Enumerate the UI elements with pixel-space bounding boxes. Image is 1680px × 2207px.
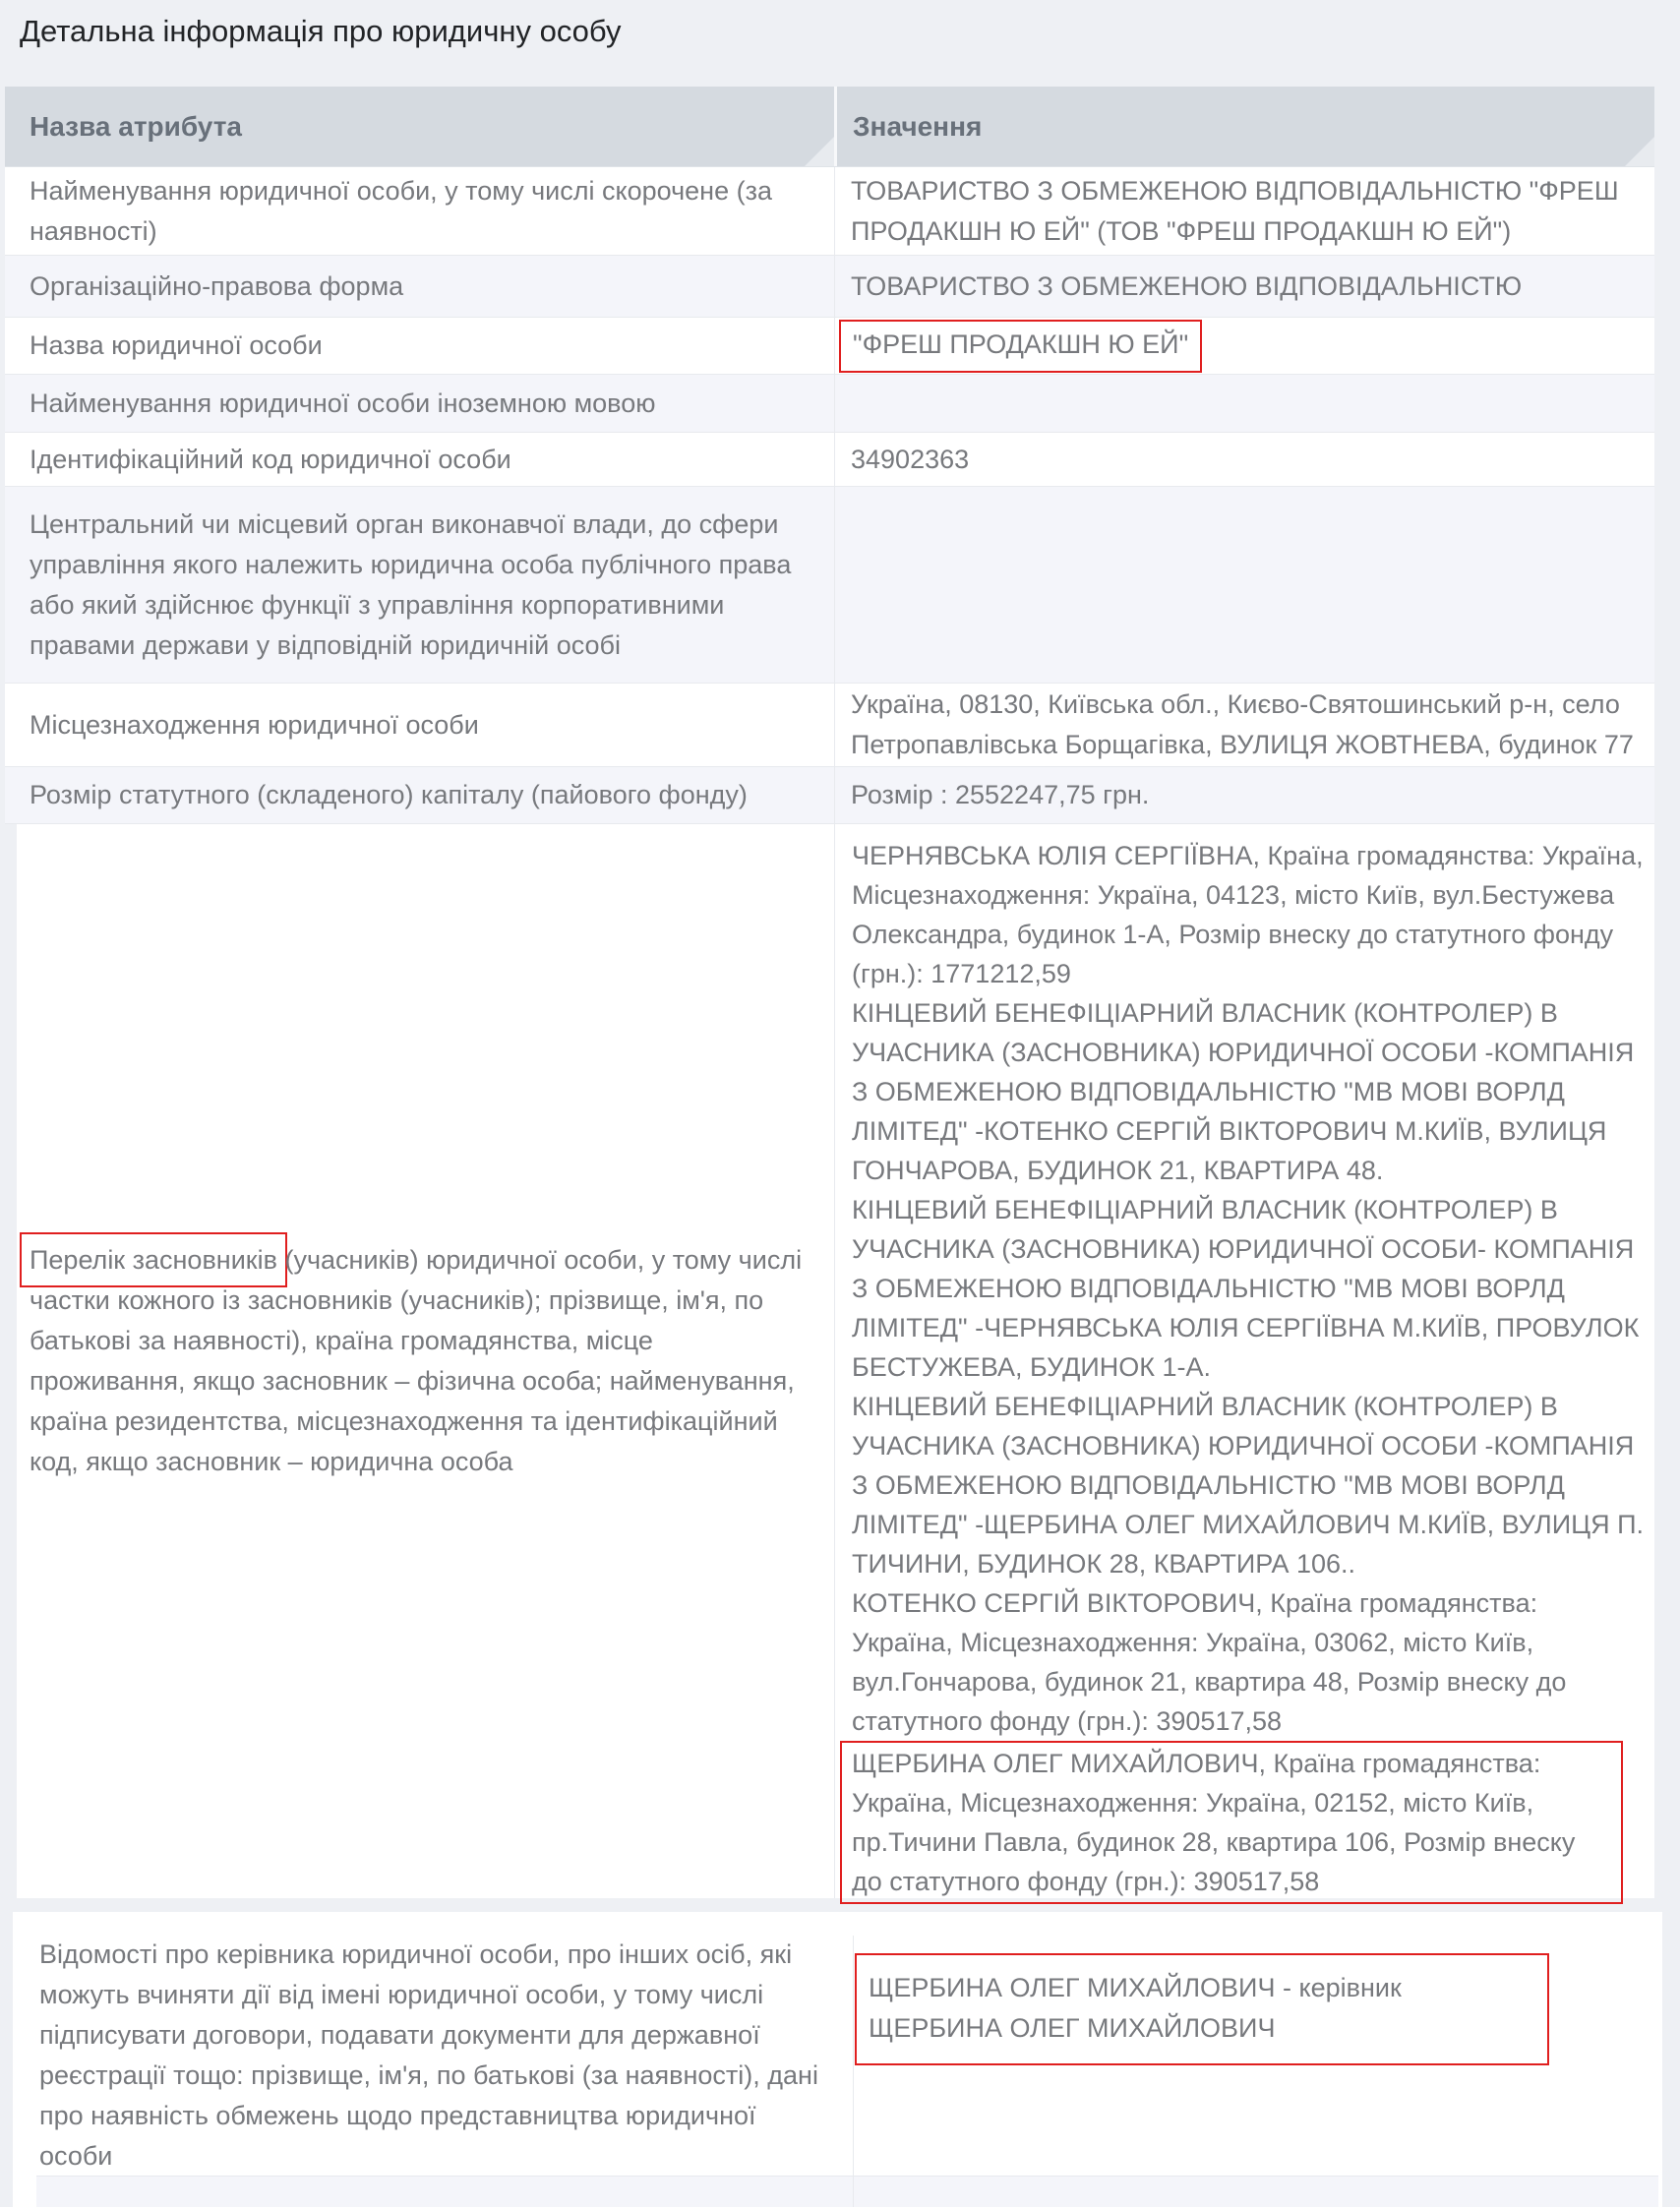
founders-value [834, 824, 1654, 1898]
director-label [36, 1936, 853, 2176]
table-row [5, 767, 1654, 824]
founder-entry: КОТЕНКО СЕРГІЙ ВІКТОРОВИЧ, Країна громадянства: Україна, Місцезнаходження: Україна, 03062, місто Київ, вул.Гончарова, будинок 21, квартира 48, Розмір внеску до статутного фонду (грн.): 390517,58 [852, 1588, 1567, 1736]
next-row-label-cell [36, 2177, 853, 2207]
founders-label-rest: (учасників) юридичної особи, у тому числі частки кожного із засновників (учасників); прізвище, ім'я, по батькові за наявності), країна громадянства, місце проживання, якщо засновник – фізична особа; найменування, країна резидентства, місцезнаходження та ідентифікаційний код, якщо засновник – юридична особа [30, 1245, 803, 1476]
founder-entry: КІНЦЕВИЙ БЕНЕФІЦІАРНИЙ ВЛАСНИК (КОНТРОЛЕР) В УЧАСНИКА (ЗАСНОВНИКА) ЮРИДИЧНОЇ ОСОБИ -КОМПАНІЯ З ОБМЕЖЕНОЮ ВІДПОВІДАЛЬНІСТЮ "МВ МОВІ ВОРЛД ЛІМІТЕД" -КОТЕНКО СЕРГІЙ ВІКТОРОВИЧ М.КИЇВ, ВУЛИЦЯ ГОНЧАРОВА, БУДИНОК 21, КВАРТИРА 48. [852, 998, 1635, 1185]
column-header-attribute [5, 87, 834, 166]
annotation-box-company-name [839, 320, 1202, 373]
annotation-box-shcherbyna-entry [840, 1741, 1623, 1904]
director-section [13, 1912, 1662, 2207]
attribute-value [834, 375, 1654, 432]
table-row [5, 487, 1654, 684]
attribute-value: ТОВАРИСТВО З ОБМЕЖЕНОЮ ВІДПОВІДАЛЬНІСТЮ "ФРЕШ ПРОДАКШН Ю ЕЙ" (ТОВ "ФРЕШ ПРОДАКШН Ю ЕЙ") [834, 167, 1654, 255]
attribute-value: Розмір : 2552247,75 грн. [834, 767, 1654, 823]
director-value [853, 1936, 1658, 2176]
page-title: Детальна інформація про юридичну особу [20, 14, 622, 48]
attribute-label: Місцезнаходження юридичної особи [30, 709, 479, 740]
attribute-label: Організаційно-правова форма [30, 270, 404, 301]
column-header-value [834, 87, 1654, 166]
founder-entry: ЧЕРНЯВСЬКА ЮЛІЯ СЕРГІЇВНА, Країна громадянства: Україна, Місцезнаходження: Україна, 04123, місто Київ, вул.Бестужева Олександра, будинок 1-А, Розмір внеску до статутного фонду (грн.): 1771212,59 [852, 841, 1644, 988]
attribute-label: Центральний чи місцевий орган виконавчої влади, до сфери управління якого належить юридична особа публічного права або який здійснює функції з управління корпоративними правами держави у відповідній юридичній особі [30, 508, 792, 660]
table-row [5, 684, 1654, 767]
column-header-attribute-label: Назва атрибута [30, 110, 242, 142]
attribute-value-text: "ФРЕШ ПРОДАКШН Ю ЕЙ" [853, 328, 1189, 359]
attribute-value: ТОВАРИСТВО З ОБМЕЖЕНОЮ ВІДПОВІДАЛЬНІСТЮ [834, 256, 1654, 317]
attribute-label: Назва юридичної особи [30, 330, 323, 360]
table-row [5, 256, 1654, 318]
founders-row [17, 824, 1654, 1898]
table-row [5, 167, 1654, 256]
table-row [5, 318, 1654, 375]
next-row-value-cell [853, 2177, 1658, 2207]
director-line: ЩЕРБИНА ОЛЕГ МИХАЙЛОВИЧ - керівник [869, 1973, 1402, 2002]
column-header-value-label: Значення [853, 110, 983, 142]
next-row-partial [36, 2176, 1658, 2207]
table-row [5, 375, 1654, 433]
attribute-label: Найменування юридичної особи іноземною мовою [30, 388, 656, 418]
table-header-row [5, 87, 1654, 167]
table-row [5, 433, 1654, 487]
attribute-label: Розмір статутного (складеного) капіталу (пайового фонду) [30, 780, 748, 809]
attributes-table [5, 87, 1654, 1898]
attribute-value [834, 318, 1654, 374]
founders-label-highlight: Перелік засновників [30, 1245, 277, 1275]
header-corner-resize-icon [805, 137, 834, 166]
director-row [36, 1936, 1658, 2176]
annotation-box-founders-label [20, 1232, 287, 1287]
attribute-value [834, 487, 1654, 683]
founders-label [17, 824, 834, 1898]
attribute-value: Україна, 08130, Київська обл., Києво-Святошинський р-н, село Петропавлівська Борщагівка, ВУЛИЦЯ ЖОВТНЕВА, будинок 77 [834, 684, 1654, 766]
director-label-text: Відомості про керівника юридичної особи, про інших осіб, які можуть вчиняти дії від імені юридичної особи, у тому числі підписувати договори, подавати документи для державної реєстрації тощо: прізвище, ім'я, по батькові (за наявності), дані про наявність обмежень щодо представництва юридичної особи [39, 1939, 818, 2171]
attribute-label: Найменування юридичної особи, у тому числі скорочене (за наявності) [30, 175, 772, 246]
attribute-value: 34902363 [834, 433, 1654, 486]
founder-entry: КІНЦЕВИЙ БЕНЕФІЦІАРНИЙ ВЛАСНИК (КОНТРОЛЕР) В УЧАСНИКА (ЗАСНОВНИКА) ЮРИДИЧНОЇ ОСОБИ -КОМПАНІЯ З ОБМЕЖЕНОЮ ВІДПОВІДАЛЬНІСТЮ "МВ МОВІ ВОРЛД ЛІМІТЕД" -ЩЕРБИНА ОЛЕГ МИХАЙЛОВИЧ М.КИЇВ, ВУЛИЦЯ П. ТИЧИНИ, БУДИНОК 28, КВАРТИРА 106.. [852, 1392, 1645, 1579]
header-corner-resize-icon [1625, 137, 1654, 166]
attribute-label: Ідентифікаційний код юридичної особи [30, 444, 511, 474]
founder-entry: КІНЦЕВИЙ БЕНЕФІЦІАРНИЙ ВЛАСНИК (КОНТРОЛЕР) В УЧАСНИКА (ЗАСНОВНИКА) ЮРИДИЧНОЇ ОСОБИ- КОМПАНІЯ З ОБМЕЖЕНОЮ ВІДПОВІДАЛЬНІСТЮ "МВ МОВІ ВОРЛД ЛІМІТЕД" -ЧЕРНЯВСЬКА ЮЛІЯ СЕРГІЇВНА М.КИЇВ, ПРОВУЛОК БЕСТУЖЕВА, БУДИНОК 1-А. [852, 1195, 1640, 1382]
director-line: ЩЕРБИНА ОЛЕГ МИХАЙЛОВИЧ [869, 2013, 1276, 2043]
founder-entry: ЩЕРБИНА ОЛЕГ МИХАЙЛОВИЧ, Країна громадянства: Україна, Місцезнаходження: Україна, 02152, місто Київ, пр.Тичини Павла, будинок 28, квартира 106, Розмір внеску до статутного фонду (грн.): 390517,58 [852, 1749, 1576, 1896]
annotation-box-director [855, 1953, 1549, 2065]
